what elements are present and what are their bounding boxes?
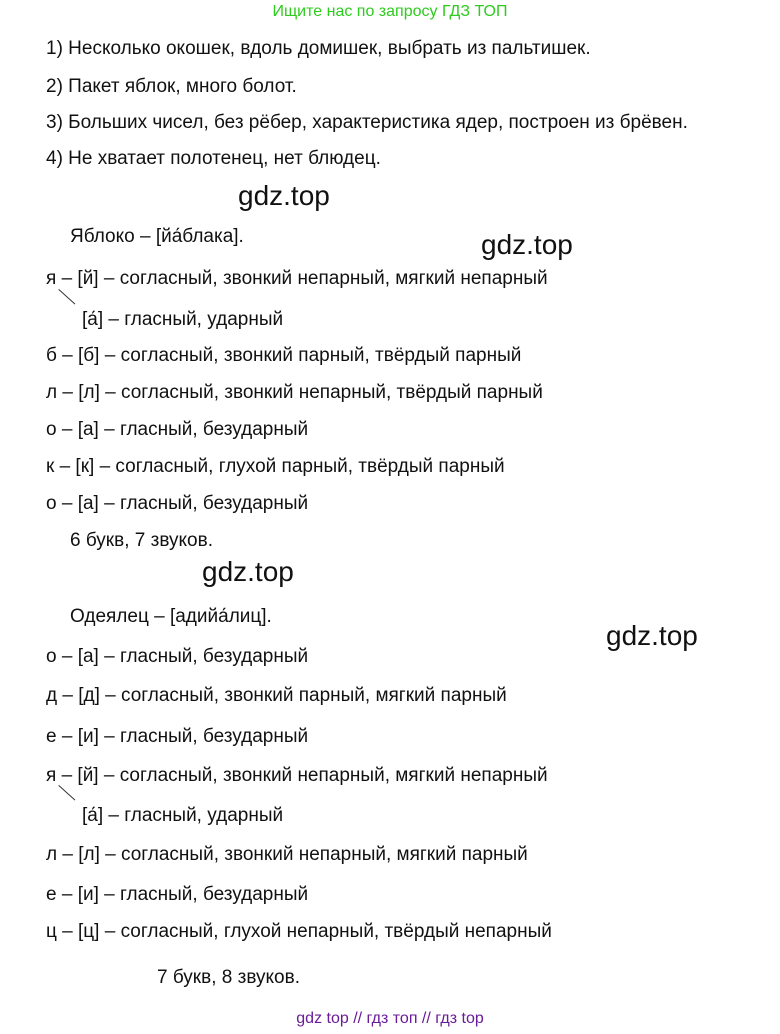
footer-links: gdz top // гдз топ // гдз top: [296, 1010, 484, 1027]
watermark: gdz.top: [202, 556, 294, 587]
word1-line-2: [а́] – гласный, ударный: [82, 309, 284, 330]
exercise-item-3: 3) Больших чисел, без рёбер, характеристика ядер, построен из брёвен.: [46, 112, 688, 133]
watermark: gdz.top: [481, 229, 573, 260]
word2-line-5: [а́] – гласный, ударный: [82, 805, 284, 826]
word1-line-3: б – [б] – согласный, звонкий парный, твёрдый парный: [46, 345, 522, 366]
exercise-item-4: 4) Не хватает полотенец, нет блюдец.: [46, 148, 381, 169]
word2-summary: 7 букв, 8 звуков.: [157, 967, 300, 988]
word1-summary: 6 букв, 7 звуков.: [70, 530, 213, 551]
word1-line-6: к – [к] – согласный, глухой парный, твёрдый парный: [46, 456, 505, 477]
word2-line-8: ц – [ц] – согласный, глухой непарный, твёрдый непарный: [46, 921, 552, 942]
exercise-item-2: 2) Пакет яблок, много болот.: [46, 76, 297, 97]
word1-line-4: л – [л] – согласный, звонкий непарный, твёрдый парный: [46, 382, 543, 403]
word2-line-2: д – [д] – согласный, звонкий парный, мягкий парный: [46, 685, 507, 706]
word2-line-1: о – [а] – гласный, безударный: [46, 646, 309, 667]
word1-line-1: я – [й] – согласный, звонкий непарный, мягкий непарный: [46, 268, 548, 289]
word2-line-6: л – [л] – согласный, звонкий непарный, мягкий парный: [46, 844, 528, 865]
watermark: gdz.top: [238, 180, 330, 211]
word2-line-3: е – [и] – гласный, безударный: [46, 726, 309, 747]
word1-line-7: о – [а] – гласный, безударный: [46, 493, 309, 514]
watermark: gdz.top: [606, 620, 698, 651]
exercise-item-1: 1) Несколько окошек, вдоль домишек, выбрать из пальтишек.: [46, 38, 591, 59]
word2-line-7: е – [и] – гласный, безударный: [46, 884, 309, 905]
top-banner: Ищите нас по запросу ГДЗ ТОП: [272, 3, 508, 20]
word2-title: Одеялец – [адийа́лиц].: [70, 606, 272, 627]
word1-title: Яблоко – [йа́блака].: [70, 226, 244, 247]
split-tick-icon: [58, 289, 75, 304]
word1-line-5: о – [а] – гласный, безударный: [46, 419, 309, 440]
word2-line-4: я – [й] – согласный, звонкий непарный, мягкий непарный: [46, 765, 548, 786]
